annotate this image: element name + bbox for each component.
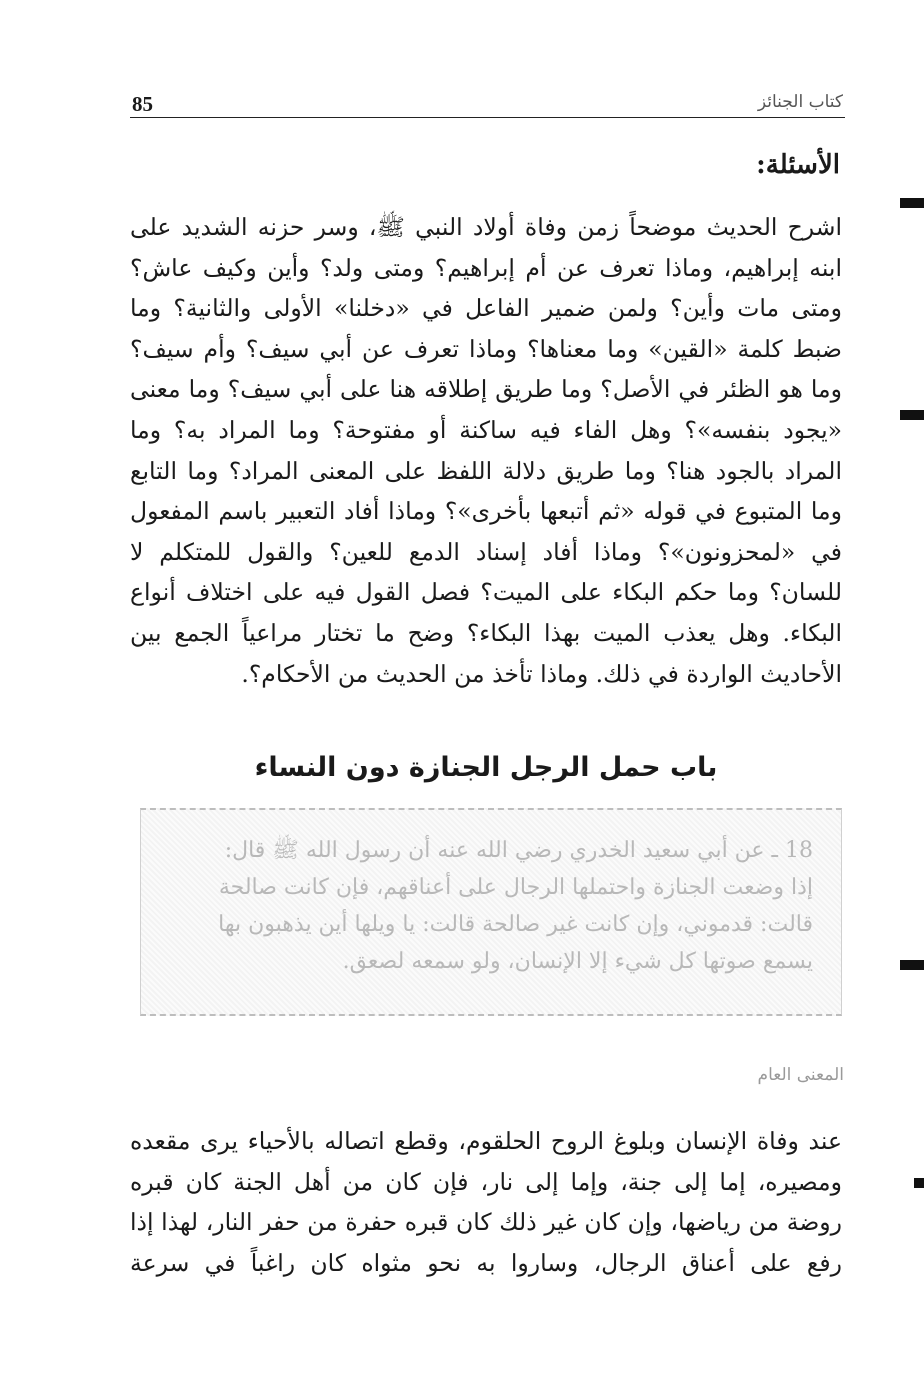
page-number: 85 <box>132 92 153 116</box>
edge-thumb-mark <box>900 960 924 970</box>
page-header <box>130 88 845 118</box>
running-title: كتاب الجنائز <box>757 92 843 112</box>
edge-thumb-mark <box>900 198 924 208</box>
hadith-line: يسمع صوتها كل شيء إلا الإنسان، ولو سمعه لصعق. <box>342 949 813 974</box>
section-title: باب حمل الرجل الجنازة دون النساء <box>254 752 718 783</box>
questions-paragraph: اشرح الحديث موضحاً زمن وفاة أولاد النبي ﷺ، وسر حزنه الشديد على ابنه إبراهيم، وماذا تعرف عن أم إبراهيم؟ ومتى ولد؟ وأين وكيف عاش؟ ومتى مات وأين؟ ولمن ضمير الفاعل في «دخلنا» الأولى والثانية؟ وما ضبط كلمة «القين» وما معناها؟ وماذا تعرف عن أبي سيف؟ وأم سيف؟ وما هو الظئر في الأصل؟ وما طريق إطلاقه هنا على أبي سيف؟ وما معنى «يجود بنفسه»؟ وهل الفاء فيه ساكنة أو مفتوحة؟ وما المراد به؟ وما المراد بالجود هنا؟ وما طريق دلالة اللفظ على المعنى المراد؟ وما التابع وما المتبوع في قوله «ثم أتبعها بأخرى»؟ وماذا أفاد التعبير باسم المفعول في «لمحزونون»؟ وماذا أفاد إسناد الدمع للعين؟ والقول للمتكلم لا للسان؟ وما حكم البكاء على الميت؟ فصل القول فيه على اختلاف أنواع البكاء. وهل يعذب الميت بهذا البكاء؟ وضح ما تختار مراعياً الجمع بين الأحاديث الواردة في ذلك. وماذا تأخذ من الحديث من الأحكام؟. <box>130 213 842 688</box>
general-meaning-heading: المعنى العام <box>757 1065 844 1085</box>
hadith-line: إذا وضعت الجنازة واحتملها الرجال على أعناقهم، فإن كانت صالحة <box>218 875 813 900</box>
edge-thumb-mark <box>914 1178 924 1188</box>
hadith-box <box>140 808 842 1016</box>
header-rule <box>130 117 845 118</box>
hadith-line: 18 ـ عن أبي سعيد الخدري رضي الله عنه أن رسول الله ﷺ قال: <box>224 838 813 863</box>
questions-heading: الأسئلة: <box>756 150 840 180</box>
edge-thumb-mark <box>900 410 924 420</box>
hadith-text <box>141 810 841 980</box>
hadith-line: قالت: قدموني، وإن كانت غير صالحة قالت: يا ويلها أين يذهبون بها <box>218 912 813 937</box>
general-meaning-paragraph: عند وفاة الإنسان وبلوغ الروح الحلقوم، وقطع اتصاله بالأحياء يرى مقعده ومصيره، إما إلى جنة، وإما إلى نار، فإن كان من أهل الجنة كان قبره روضة من رياضها، وإن كان غير ذلك كان قبره حفرة من حفر النار، لهذا إذا رفع على أعناق الرجال، وساروا به نحو مثواه كان راغباً في سرعة <box>130 1127 842 1277</box>
